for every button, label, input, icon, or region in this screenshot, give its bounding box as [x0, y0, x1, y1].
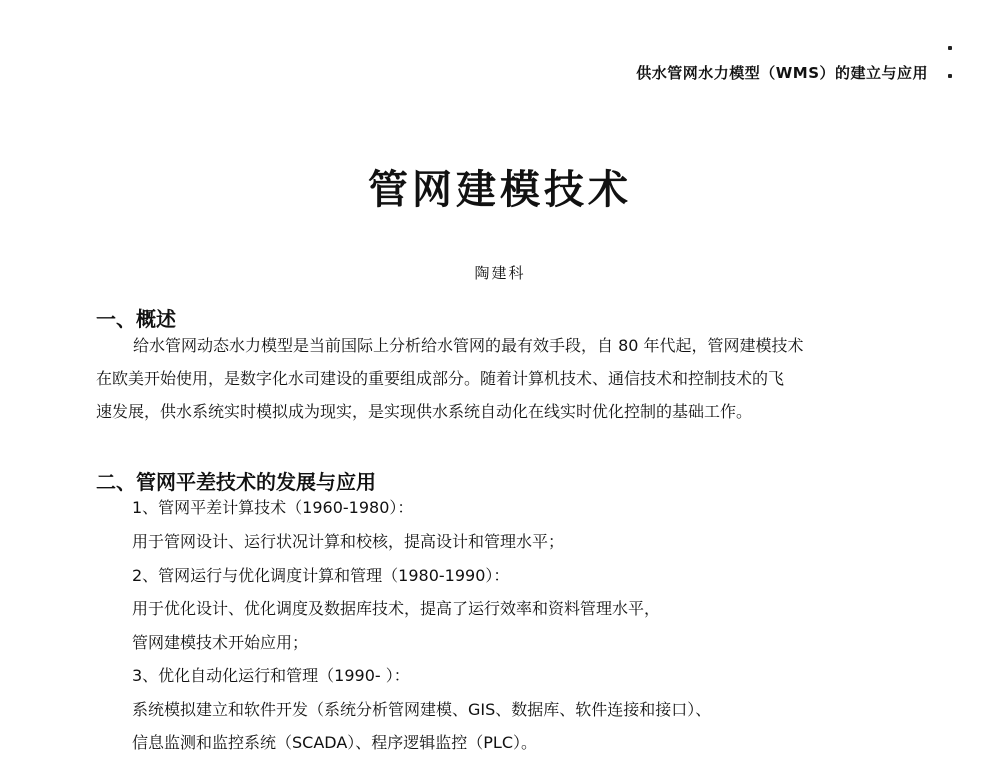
running-header: 供水管网水力模型（WMS）的建立与应用 [636, 64, 928, 82]
edge-mark-top [948, 46, 952, 50]
section-heading-overview: 一、概述 [96, 307, 176, 331]
list-item: 管网建模技术开始应用； [132, 633, 309, 652]
page-title: 管网建模技术 [368, 167, 632, 213]
list-item: 1、管网平差计算技术（1960-1980）： [132, 498, 414, 517]
section-heading-development: 二、管网平差技术的发展与应用 [96, 470, 376, 494]
list-item: 用于优化设计、优化调度及数据库技术，提高了运行效率和资料管理水平， [132, 599, 661, 618]
author-name: 陶建科 [474, 264, 526, 282]
list-item: 系统模拟建立和软件开发（系统分析管网建模、GIS、数据库、软件连接和接口）、 [132, 700, 712, 719]
list-item: 2、管网运行与优化调度计算和管理（1980-1990）： [132, 566, 510, 585]
paragraph-line: 速发展，供水系统实时模拟成为现实，是实现供水系统自动化在线实时优化控制的基础工作。 [96, 402, 753, 421]
paragraph-line: 给水管网动态水力模型是当前国际上分析给水管网的最有效手段，自 80 年代起，管网建模技术 [133, 336, 804, 355]
list-item: 3、优化自动化运行和管理（1990- ）： [132, 666, 410, 685]
list-item: 信息监测和监控系统（SCADA）、程序逻辑监控（PLC）。 [132, 733, 537, 752]
list-item: 用于管网设计、运行状况计算和校核，提高设计和管理水平； [132, 532, 565, 551]
paragraph-line: 在欧美开始使用，是数字化水司建设的重要组成部分。随着计算机技术、通信技术和控制技术的飞 [96, 369, 785, 388]
edge-mark-bottom [948, 74, 952, 78]
